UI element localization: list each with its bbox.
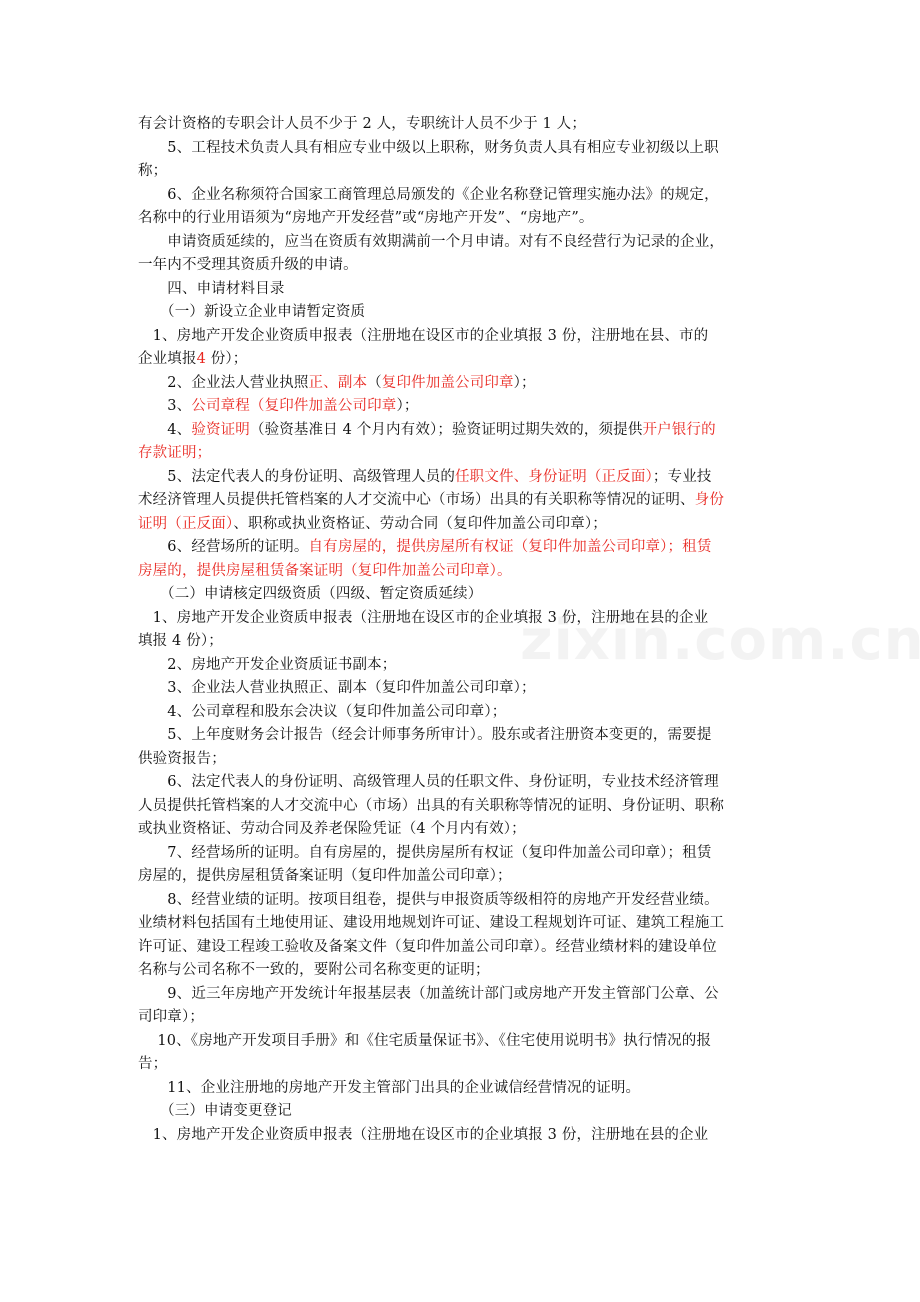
text-segment: 10、《房地产开发项目手册》和《住宅质量保证书》、《住宅使用说明书》执行情况的报 <box>138 1032 712 1049</box>
text-line <box>138 371 536 395</box>
text-segment: ；专业技 <box>652 468 712 485</box>
text-line <box>138 1052 167 1076</box>
text-segment: 5、上年度财务会计报告（经会计师事务所审计）。股东或者注册资本变更的，需要提 <box>138 727 712 743</box>
text-line <box>138 747 226 771</box>
text-segment: 或执业资格证、劳动合同及养老保险凭证（4 个月内有效）； <box>138 821 526 837</box>
text-segment: ）； <box>396 398 419 414</box>
text-segment: 9、近三年房地产开发统计年报基层表（加盖统计部门或房地产开发主管部门公章、公 <box>138 985 719 1002</box>
text-segment: 3、 <box>138 398 192 414</box>
text-line <box>138 817 526 841</box>
text-line <box>138 206 594 230</box>
text-line <box>138 723 711 747</box>
text-segment: 7、经营场所的证明。自有房屋的，提供房屋所有权证（复印件加盖公司印章）；租赁 <box>138 844 712 861</box>
text-segment: 1、房地产开发企业资质申报表（注册地在设区市的企业填报 3 份，注册地在县的企业 <box>138 609 709 626</box>
text-segment: 11、企业注册地的房地产开发主管部门出具的企业诚信经营情况的证明。 <box>138 1079 641 1096</box>
text-segment: 业绩材料包括国有土地使用证、建设用地规划许可证、建设工程规划许可证、建筑工程施工 <box>138 915 724 931</box>
highlighted-text: 正、副本 <box>308 374 368 391</box>
text-segment: 4、公司章程和股东会决议（复印件加盖公司印章）； <box>138 703 507 720</box>
text-line <box>138 888 719 912</box>
text-line <box>138 441 211 465</box>
highlighted-text: 公司章程（复印件加盖公司印章 <box>191 398 397 414</box>
text-segment: （三）申请变更登记 <box>138 1103 292 1119</box>
text-line <box>138 418 716 442</box>
text-line <box>138 488 724 512</box>
text-segment: 填报 4 份）； <box>138 633 223 649</box>
text-line <box>138 770 719 794</box>
text-line <box>138 1099 292 1123</box>
text-segment: 、职称或执业资格证、劳动合同（复印件加盖公司印章）； <box>233 515 607 532</box>
text-line <box>138 629 223 653</box>
text-segment: 告； <box>138 1056 168 1072</box>
text-line <box>138 676 536 700</box>
text-segment: 2、企业法人营业执照 <box>138 374 309 391</box>
highlighted-text: 开户银行的 <box>642 421 716 438</box>
text-segment: 称； <box>138 163 168 179</box>
text-line <box>138 864 512 888</box>
text-segment: 申请资质延续的，应当在资质有效期满前一个月申请。对有不良经营行为记录的企业， <box>138 233 724 250</box>
highlighted-text: 自有房屋的，提供房屋所有权证（复印件加盖公司印章）；租赁 <box>308 539 712 555</box>
text-segment: 房屋的，提供房屋租赁备案证明（复印件加盖公司印章）； <box>138 868 512 884</box>
text-line <box>138 982 719 1006</box>
highlighted-text: 存款证明； <box>138 445 212 461</box>
text-line <box>138 230 724 254</box>
text-segment: （二）申请核定四级资质（四级、暂定资质延续） <box>138 586 483 602</box>
text-segment: 企业填报 <box>138 351 197 367</box>
text-line <box>138 582 482 606</box>
text-segment: 4、 <box>138 421 192 438</box>
text-line <box>138 911 724 935</box>
text-line <box>138 183 719 207</box>
text-segment: 一年内不受理其资质升级的申请。 <box>138 257 358 273</box>
text-line <box>138 112 586 136</box>
text-segment: ）； <box>513 374 536 391</box>
text-segment: 司印章）； <box>138 1009 204 1025</box>
text-line <box>138 277 285 301</box>
text-line <box>138 958 490 982</box>
text-line <box>138 559 512 583</box>
text-segment: 名称中的行业用语须为“房地产开发经营”或“房地产开发”、“房地产”。 <box>138 210 594 226</box>
text-line <box>138 159 167 183</box>
text-line <box>138 535 711 559</box>
text-segment: 人员提供托管档案的人才交流中心（市场）出具的有关职称等情况的证明、身份证明、职称 <box>138 797 724 814</box>
text-line <box>138 1029 711 1053</box>
text-line <box>138 1005 204 1029</box>
text-segment: 有会计资格的专职会计人员不少于 2 人，专职统计人员不少于 1 人； <box>138 116 586 132</box>
highlighted-text: 任职文件、身份证明（正反面） <box>455 468 653 485</box>
text-line <box>138 794 724 818</box>
text-line <box>138 606 708 630</box>
text-segment: （ <box>367 374 382 391</box>
text-segment: 1、房地产开发企业资质申报表（注册地在设区市的企业填报 3 份，注册地在县的企业 <box>138 1126 709 1143</box>
highlighted-text: 4 <box>196 351 206 367</box>
text-segment: 四、申请材料目录 <box>138 280 285 297</box>
text-line <box>138 512 607 536</box>
text-segment: 份）； <box>206 351 248 367</box>
text-segment: 许可证、建设工程竣工验收及备案文件（复印件加盖公司印章）。经营业绩材料的建设单位 <box>138 938 717 955</box>
text-line <box>138 935 717 959</box>
text-line <box>138 394 419 418</box>
text-line <box>138 347 247 371</box>
text-segment: 3、企业法人营业执照正、副本（复印件加盖公司印章）； <box>138 680 536 696</box>
highlighted-text: 证明（正反面） <box>138 515 234 532</box>
text-segment: 2、房地产开发企业资质证书副本； <box>138 656 397 673</box>
text-line <box>138 1123 708 1147</box>
text-line <box>138 324 708 348</box>
highlighted-text: 验资证明 <box>191 421 250 438</box>
text-line <box>138 465 712 489</box>
text-segment: 5、工程技术负责人具有相应专业中级以上职称，财务负责人具有相应专业初级以上职 <box>138 139 719 156</box>
text-line <box>138 653 396 677</box>
text-segment: 6、经营场所的证明。 <box>138 539 309 555</box>
text-segment: 5、法定代表人的身份证明、高级管理人员的 <box>138 468 456 485</box>
text-segment: （一）新设立企业申请暂定资质 <box>138 304 366 320</box>
text-segment: 6、法定代表人的身份证明、高级管理人员的任职文件、身份证明，专业技术经济管理 <box>138 774 719 790</box>
text-segment: 供验资报告； <box>138 750 226 767</box>
text-line <box>138 136 719 160</box>
text-line <box>138 841 711 865</box>
text-line <box>138 700 506 724</box>
text-segment: 1、房地产开发企业资质申报表（注册地在设区市的企业填报 3 份，注册地在县、市的 <box>138 327 709 344</box>
text-segment: （验资基准日 4 个月内有效）；验资证明过期失效的，须提供 <box>249 421 643 438</box>
text-segment: 6、企业名称须符合国家工商管理总局颁发的《企业名称登记管理实施办法》的规定， <box>138 186 719 203</box>
highlighted-text: 房屋的，提供房屋租赁备案证明（复印件加盖公司印章）。 <box>138 562 512 579</box>
text-line <box>138 253 358 277</box>
text-segment: 名称与公司名称不一致的，要附公司名称变更的证明； <box>138 962 490 978</box>
highlighted-text: 身份 <box>694 492 725 508</box>
text-line <box>138 300 365 324</box>
text-line <box>138 1076 640 1100</box>
text-segment: 8、经营业绩的证明。按项目组卷，提供与申报资质等级相符的房地产开发经营业绩。 <box>138 891 719 908</box>
text-segment: 术经济管理人员提供托管档案的人才交流中心（市场）出具的有关职称等情况的证明、 <box>138 492 695 508</box>
highlighted-text: 复印件加盖公司印章 <box>381 374 514 391</box>
